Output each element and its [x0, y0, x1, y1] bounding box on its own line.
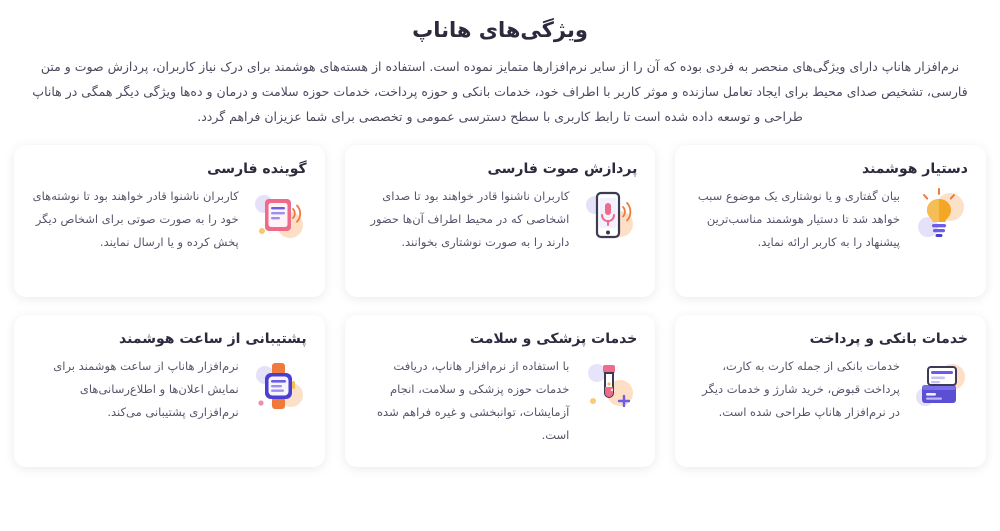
feature-card-header [363, 161, 638, 177]
feature-card-title: دستیار هوشمند [861, 161, 968, 177]
feature-card-text: بیان گفتاری و یا نوشتاری یک موضوع سبب خواهد شد تا دستیار هوشمند مناسب‌ترین پیشنهاد را به کاربر ارائه نماید. [697, 189, 900, 249]
page-description: نرم‌افزار هاناپ دارای ویژگی‌های منحصر به فردی بوده که آن را از سایر نرم‌افزارها متمایز نموده است. استفاده از هسته‌های هوشمند برای درک نیاز کاربران، پردازش صوت و متن فارسی، تشخیص صدای محیط برای ایجاد تعامل سازنده و موثر کاربر با اطراف خود، خدمات بانکی و حوزه پرداخت، خدمات حوزه سلامت و درمان و ده‌ها ویژگی دیگر همگی در هاناپ طراحی و توسعه داده شده است تا رابط کاربری با سطح دسترسی عمومی و تخصصی برای شما عزیزان فراهم گردد. [32, 59, 968, 124]
feature-card[interactable] [675, 145, 986, 297]
card-payment-icon [910, 357, 968, 415]
feature-card-title: پردازش صوت فارسی [487, 161, 638, 177]
feature-card-header [32, 331, 307, 347]
feature-card[interactable] [14, 145, 325, 297]
medical-flask-icon [579, 357, 637, 415]
feature-card-body [693, 355, 968, 424]
feature-card-text: نرم‌افزار هاناپ از ساعت هوشمند برای نمایش اعلان‌ها و اطلاع‌رسانی‌های نرم‌افزاری پشتیبانی می‌کند. [53, 359, 239, 419]
feature-card-body [363, 355, 638, 447]
feature-card-text: کاربران ناشنوا قادر خواهند بود تا صدای اشخاصی که در محیط اطراف آن‌ها حضور دارند را به صورت نوشتاری بخوانند. [370, 189, 570, 249]
feature-card-body [693, 185, 968, 254]
mobile-text-icon [249, 187, 307, 245]
feature-card-header [693, 331, 968, 347]
feature-card-body [363, 185, 638, 254]
feature-card-header [363, 331, 638, 347]
page-title: ویژگی‌های هاناپ [412, 18, 588, 42]
feature-card-title: خدمات بانکی و پرداخت [809, 331, 968, 347]
lightbulb-idea-icon [910, 187, 968, 245]
feature-card-text: کاربران ناشنوا قادر خواهند بود تا نوشته‌های خود را به صورت صوتی برای اشخاص دیگر پخش کرده و یا ارسال نمایند. [32, 189, 239, 249]
feature-card-body [32, 355, 307, 424]
mobile-voice-icon [579, 187, 637, 245]
smartwatch-icon [249, 357, 307, 415]
feature-card-title: خدمات پزشکی و سلامت [469, 331, 638, 347]
feature-card-text: خدمات بانکی از جمله کارت به کارت، پرداخت قبوض، خرید شارژ و خدمات دیگر در نرم‌افزار هاناپ طراحی شده است. [702, 359, 900, 419]
feature-card-header [693, 161, 968, 177]
feature-card-body [32, 185, 307, 254]
feature-card-text: با استفاده از نرم‌افزار هاناپ، دریافت خدمات حوزه پزشکی و سلامت، انجام آزمایشات، توانبخشی و غیره فراهم شده است. [377, 359, 570, 442]
feature-cards-grid [14, 145, 986, 467]
feature-card-title: پشتیبانی از ساعت هوشمند [119, 331, 307, 347]
feature-card[interactable] [345, 145, 656, 297]
feature-card-title: گوینده فارسی [207, 161, 307, 177]
feature-card-header [32, 161, 307, 177]
feature-card[interactable] [675, 315, 986, 467]
feature-card[interactable] [14, 315, 325, 467]
feature-card[interactable] [345, 315, 656, 467]
features-page [0, 18, 1000, 531]
